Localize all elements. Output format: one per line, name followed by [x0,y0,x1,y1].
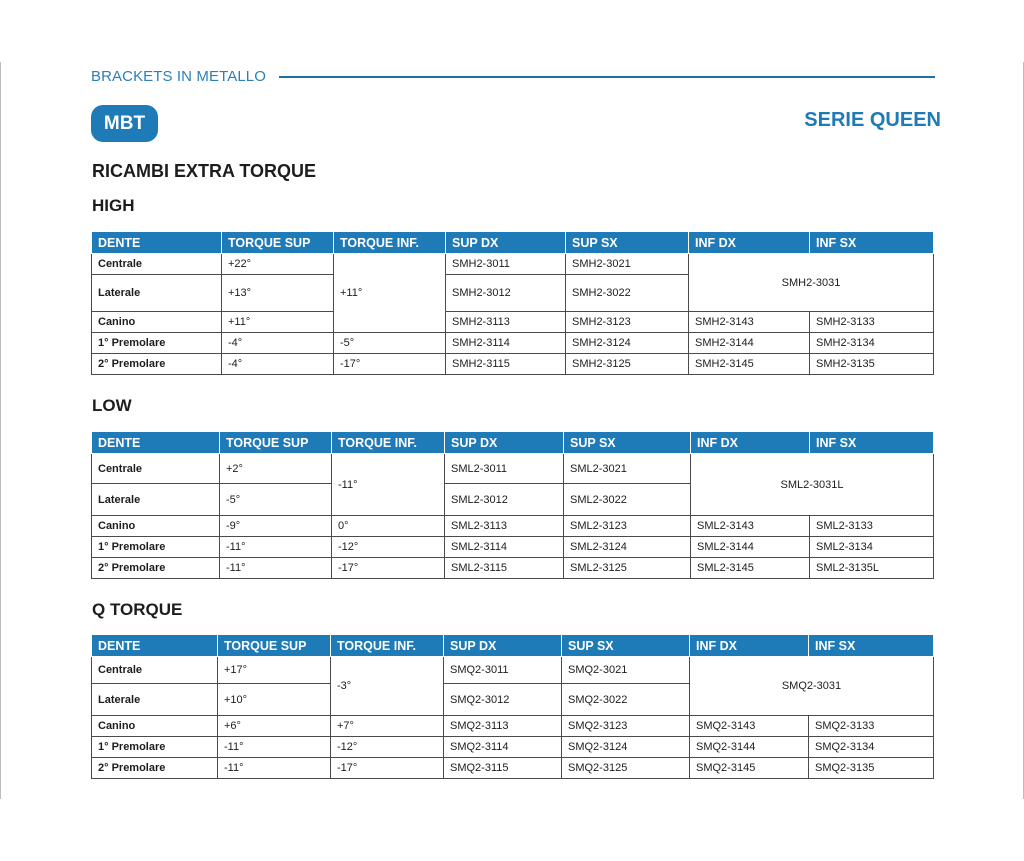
col-header-torque-inf: TORQUE INF. [332,432,445,454]
cell-torque-inf: -17° [334,354,446,375]
page-title: RICAMBI EXTRA TORQUE [92,161,317,181]
table-row [92,454,934,484]
cell-inf-dx: SML2-3143 [691,516,810,537]
cell-torque-sup: -11° [220,537,332,558]
cell-inf-dx: SMQ2-3144 [690,737,809,758]
col-header-inf-dx: INF DX [690,635,809,657]
cell-sup-sx: SMQ2-3022 [562,684,690,716]
cell-sup-dx: SMH2-3114 [446,333,566,354]
cell-tooth: Canino [92,312,222,333]
table-heading-q-torque: Q TORQUE [92,600,183,619]
cell-torque-inf: -12° [332,537,445,558]
col-header-sup-sx: SUP SX [564,432,691,454]
table-row [92,354,934,375]
header-rule [279,76,935,78]
cell-inf-dx: SML2-3145 [691,558,810,579]
cell-sup-dx: SML2-3011 [445,454,564,484]
col-header-torque-inf: TORQUE INF. [334,232,446,254]
cell-sup-dx: SML2-3115 [445,558,564,579]
cell-sup-dx: SML2-3113 [445,516,564,537]
cell-tooth: 2° Premolare [92,354,222,375]
cell-tooth: Laterale [92,684,218,716]
cell-inf-sx: SML2-3135L [810,558,934,579]
cell-tooth: 1° Premolare [92,333,222,354]
cell-sup-sx: SML2-3123 [564,516,691,537]
cell-sup-sx: SMQ2-3021 [562,657,690,684]
cell-torque-inf: -12° [331,737,444,758]
col-header-sup-dx: SUP DX [445,432,564,454]
col-header-sup-dx: SUP DX [446,232,566,254]
page-edge-left [0,62,1,799]
cell-tooth: 1° Premolare [92,537,220,558]
cell-tooth: 2° Premolare [92,558,220,579]
cell-sup-sx: SML2-3021 [564,454,691,484]
table-row [92,312,934,333]
cell-tooth: 1° Premolare [92,737,218,758]
table-low [91,431,934,579]
cell-sup-sx: SMH2-3124 [566,333,689,354]
col-header-torque-inf: TORQUE INF. [331,635,444,657]
col-header-dente: DENTE [92,635,218,657]
cell-tooth: 2° Premolare [92,758,218,779]
cell-torque-inf: -17° [332,558,445,579]
cell-tooth: Canino [92,516,220,537]
table-header-row [92,232,934,254]
cell-torque-inf-merged: +11° [334,254,446,333]
cell-torque-sup: +17° [218,657,331,684]
table-row [92,537,934,558]
col-header-torque-sup: TORQUE SUP [220,432,332,454]
cell-torque-sup: +6° [218,716,331,737]
cell-inf-merged: SMQ2-3031 [690,657,934,716]
table-row [92,758,934,779]
cell-torque-sup: -5° [220,484,332,516]
cell-sup-dx: SMQ2-3012 [444,684,562,716]
cell-sup-sx: SML2-3022 [564,484,691,516]
table-high [91,231,934,375]
table-row [92,333,934,354]
table-row [92,254,934,275]
cell-sup-dx: SMQ2-3011 [444,657,562,684]
cell-tooth: Centrale [92,254,222,275]
cell-sup-sx: SML2-3125 [564,558,691,579]
cell-torque-inf: 0° [332,516,445,537]
table-header-row [92,635,934,657]
cell-torque-sup: -11° [218,737,331,758]
table-row [92,657,934,684]
table-row [92,558,934,579]
cell-sup-sx: SMH2-3125 [566,354,689,375]
cell-inf-sx: SML2-3133 [810,516,934,537]
cell-sup-sx: SMQ2-3124 [562,737,690,758]
cell-inf-dx: SMH2-3143 [689,312,810,333]
cell-torque-sup: +13° [222,275,334,312]
cell-inf-dx: SMH2-3144 [689,333,810,354]
cell-tooth: Centrale [92,657,218,684]
table-heading-low: LOW [92,396,132,415]
cell-tooth: Laterale [92,484,220,516]
cell-torque-inf: +7° [331,716,444,737]
cell-sup-dx: SMH2-3011 [446,254,566,275]
cell-sup-sx: SMH2-3021 [566,254,689,275]
cell-sup-sx: SMH2-3123 [566,312,689,333]
cell-sup-dx: SMQ2-3113 [444,716,562,737]
cell-torque-sup: +2° [220,454,332,484]
cell-sup-dx: SML2-3012 [445,484,564,516]
cell-torque-inf: -17° [331,758,444,779]
col-header-sup-dx: SUP DX [444,635,562,657]
cell-torque-sup: +11° [222,312,334,333]
cell-sup-sx: SMH2-3022 [566,275,689,312]
table-row [92,716,934,737]
cell-torque-inf-merged: -11° [332,454,445,516]
cell-inf-sx: SML2-3134 [810,537,934,558]
col-header-sup-sx: SUP SX [566,232,689,254]
cell-torque-sup: -11° [220,558,332,579]
table-row [92,737,934,758]
col-header-inf-sx: INF SX [810,232,934,254]
cell-torque-inf: -5° [334,333,446,354]
col-header-inf-sx: INF SX [809,635,934,657]
table-q-torque [91,634,934,779]
cell-torque-inf-merged: -3° [331,657,444,716]
cell-torque-sup: -4° [222,354,334,375]
cell-sup-sx: SML2-3124 [564,537,691,558]
cell-torque-sup: -4° [222,333,334,354]
cell-inf-dx: SMH2-3145 [689,354,810,375]
col-header-torque-sup: TORQUE SUP [222,232,334,254]
cell-torque-sup: +10° [218,684,331,716]
cell-sup-sx: SMQ2-3123 [562,716,690,737]
col-header-dente: DENTE [92,432,220,454]
section-label: BRACKETS IN METALLO [91,68,266,85]
col-header-torque-sup: TORQUE SUP [218,635,331,657]
series-title: SERIE QUEEN [804,109,941,131]
cell-sup-dx: SMQ2-3114 [444,737,562,758]
cell-sup-sx: SMQ2-3125 [562,758,690,779]
table-heading-high: HIGH [92,196,135,215]
cell-torque-sup: +22° [222,254,334,275]
cell-inf-sx: SMQ2-3133 [809,716,934,737]
cell-tooth: Canino [92,716,218,737]
cell-sup-dx: SMH2-3113 [446,312,566,333]
cell-inf-dx: SMQ2-3145 [690,758,809,779]
cell-tooth: Laterale [92,275,222,312]
cell-sup-dx: SMH2-3115 [446,354,566,375]
cell-inf-sx: SMQ2-3135 [809,758,934,779]
cell-inf-sx: SMH2-3135 [810,354,934,375]
col-header-inf-dx: INF DX [691,432,810,454]
cell-sup-dx: SML2-3114 [445,537,564,558]
col-header-inf-dx: INF DX [689,232,810,254]
cell-torque-sup: -9° [220,516,332,537]
cell-inf-dx: SML2-3144 [691,537,810,558]
cell-inf-sx: SMQ2-3134 [809,737,934,758]
table-row [92,516,934,537]
cell-sup-dx: SMQ2-3115 [444,758,562,779]
mbt-badge: MBT [91,105,158,142]
table-header-row [92,432,934,454]
cell-tooth: Centrale [92,454,220,484]
cell-torque-sup: -11° [218,758,331,779]
cell-inf-merged: SML2-3031L [691,454,934,516]
cell-sup-dx: SMH2-3012 [446,275,566,312]
col-header-inf-sx: INF SX [810,432,934,454]
cell-inf-sx: SMH2-3134 [810,333,934,354]
col-header-dente: DENTE [92,232,222,254]
col-header-sup-sx: SUP SX [562,635,690,657]
cell-inf-merged: SMH2-3031 [689,254,934,312]
cell-inf-sx: SMH2-3133 [810,312,934,333]
cell-inf-dx: SMQ2-3143 [690,716,809,737]
